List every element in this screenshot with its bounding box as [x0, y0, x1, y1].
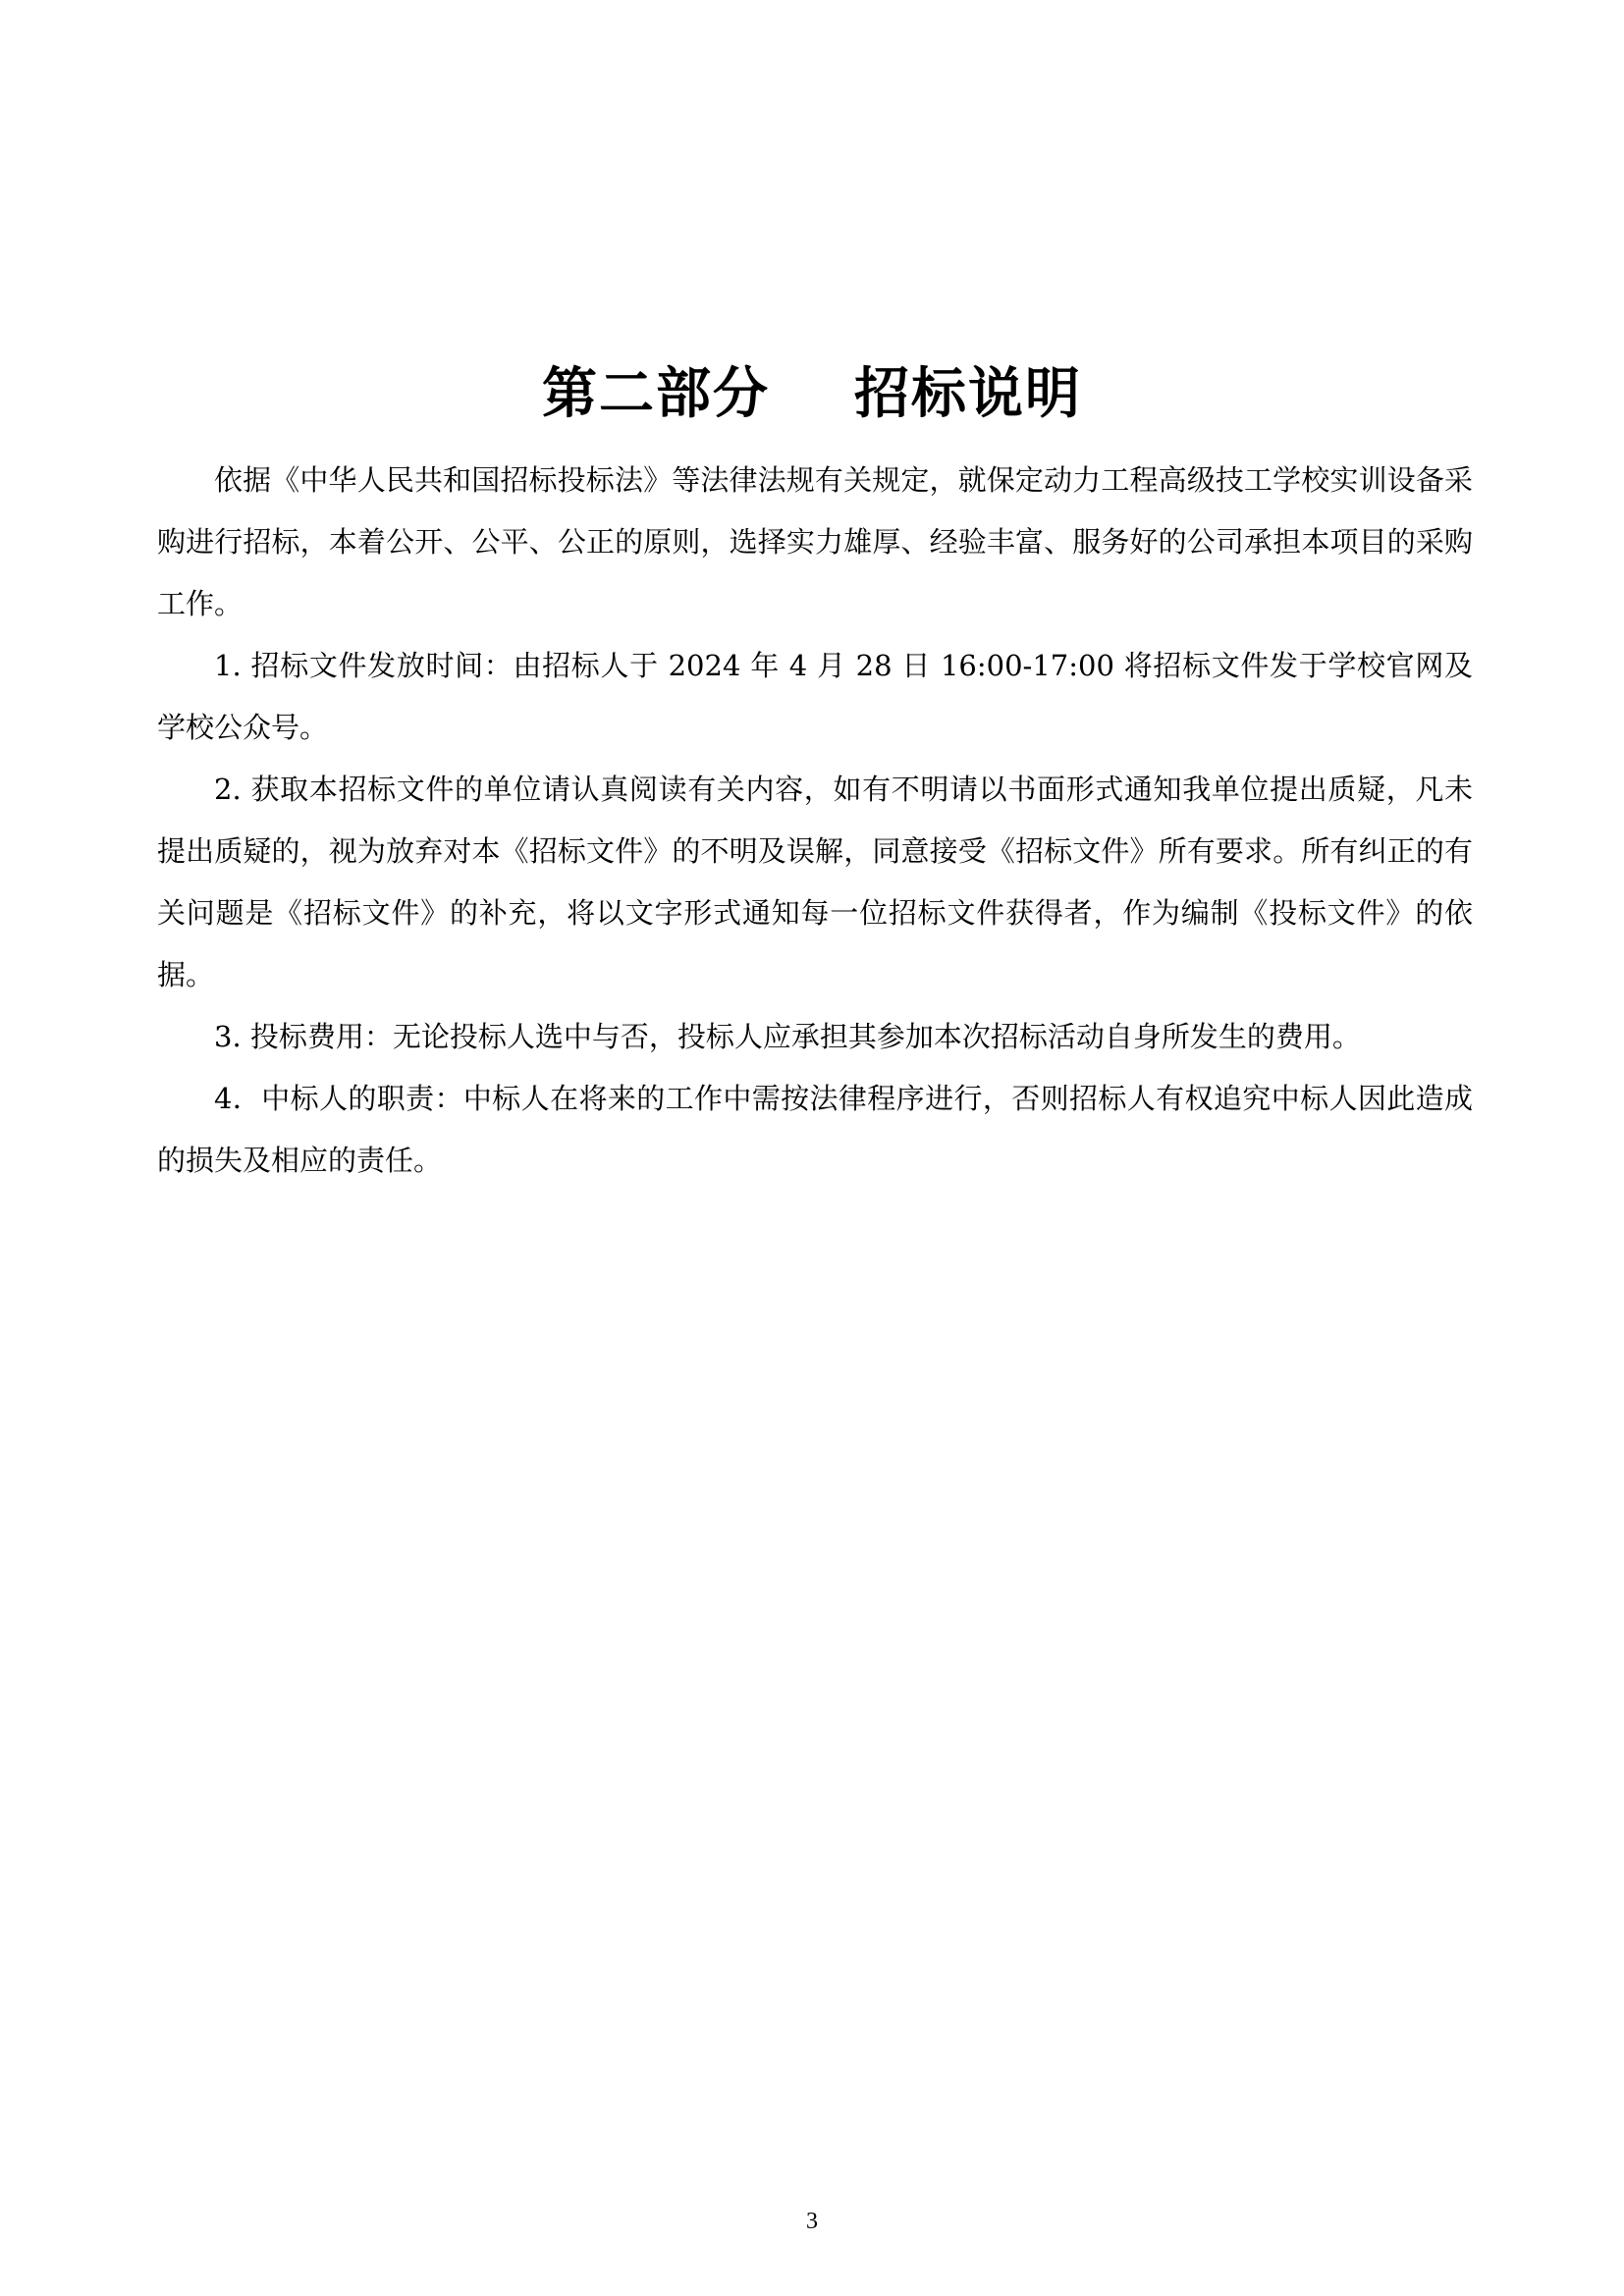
clause-2-paragraph: 2. 获取本招标文件的单位请认真阅读有关内容，如有不明请以书面形式通知我单位提出质疑，凡未提出质疑的，视为放弃对本《招标文件》的不明及误解，同意接受《招标文件》所有要求。所有纠正的有关问题是《招标文件》的补充，将以文字形式通知每一位招标文件获得者，作为编制《投标文件》的依据。 [157, 773, 1473, 991]
clause-1-paragraph: 1. 招标文件发放时间：由招标人于 2024 年 4 月 28 日 16:00-17:00 将招标文件发于学校官网及学校公众号。 [157, 649, 1473, 744]
page-number: 3 [806, 2209, 818, 2234]
document-body [157, 450, 1473, 1192]
clause-3-paragraph: 3. 投标费用：无论投标人选中与否，投标人应承担其参加本次招标活动自身所发生的费用。 [214, 1020, 1361, 1053]
intro-paragraph: 依据《中华人民共和国招标投标法》等法律法规有关规定，就保定动力工程高级技工学校实训设备采购进行招标，本着公开、公平、公正的原则，选择实力雄厚、经验丰富、服务好的公司承担本项目的采购工作。 [157, 463, 1473, 620]
clause-4-paragraph: 4．中标人的职责：中标人在将来的工作中需按法律程序进行，否则招标人有权追究中标人因此造成的损失及相应的责任。 [157, 1082, 1473, 1177]
page-title: 第二部分 招标说明 [542, 362, 1082, 426]
